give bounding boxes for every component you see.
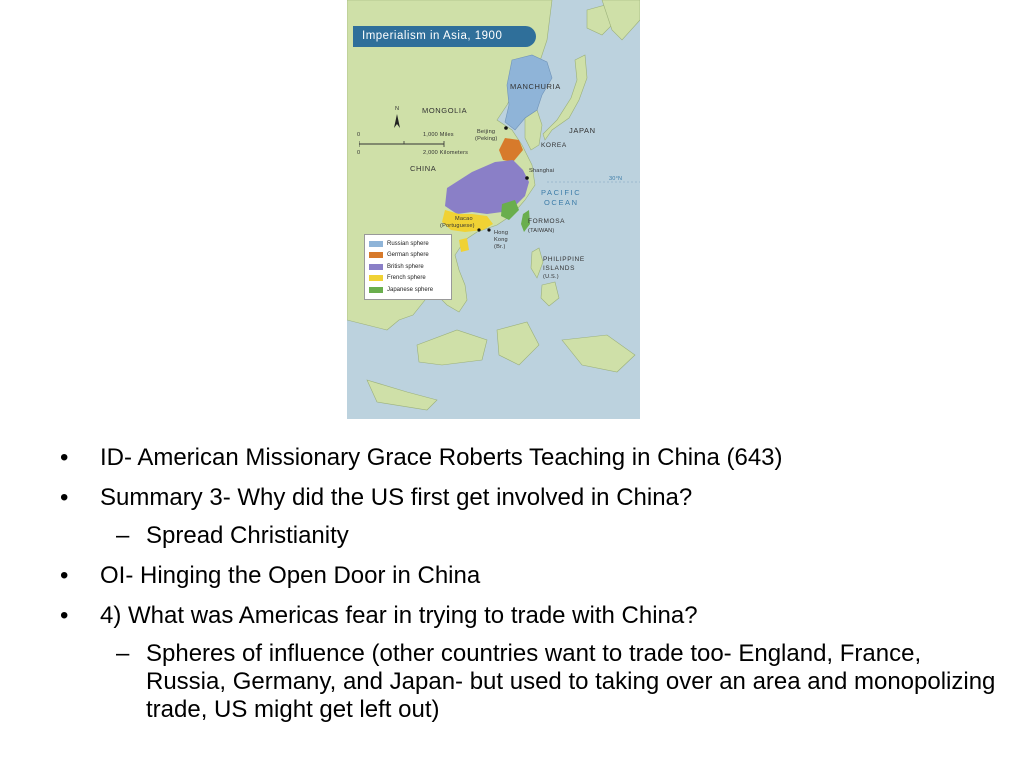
label-korea: KOREA <box>541 142 567 149</box>
legend-swatch <box>369 264 383 270</box>
label-mongolia: MONGOLIA <box>422 106 468 115</box>
label-formosa: FORMOSA <box>528 218 566 225</box>
legend-item <box>369 273 447 285</box>
map-legend <box>364 234 452 300</box>
map-title: Imperialism in Asia, 1900 <box>353 26 536 47</box>
legend-item <box>369 284 447 296</box>
legend-label: German sphere <box>387 252 429 259</box>
bullet-text: Spheres of influence (other countries want to trade too- England, France, Russia, Germany, and Japan- but used to taking over an area and monopolizing trade, US might get left out) <box>146 640 996 723</box>
label-beijing: Beijing <box>477 129 496 135</box>
label-british-hk: (Br.) <box>494 244 506 250</box>
legend-label: Japanese sphere <box>387 286 434 293</box>
dash-marker: – <box>116 640 130 667</box>
map-graphic <box>347 0 640 419</box>
label-philippine: PHILIPPINE <box>543 256 585 263</box>
bullet-list <box>60 444 1000 736</box>
compass-label: N <box>395 106 400 112</box>
label-pacific: PACIFIC <box>541 188 582 197</box>
list-item <box>60 484 1000 512</box>
legend-label: British sphere <box>387 263 424 270</box>
label-portuguese: (Portuguese) <box>440 223 475 229</box>
label-latitude: 30°N <box>609 176 623 182</box>
label-japan: JAPAN <box>569 126 596 135</box>
scale-km: 2,000 Kilometers <box>423 150 469 156</box>
label-hong: Hong <box>494 230 509 236</box>
map-scale <box>357 130 469 160</box>
legend-swatch <box>369 252 383 258</box>
legend-label: Russian sphere <box>387 240 429 247</box>
sub-list-item <box>60 640 1000 724</box>
legend-swatch <box>369 287 383 293</box>
bullet-text: ID- American Missionary Grace Roberts Teaching in China (643) <box>100 444 783 471</box>
bullet-marker: • <box>60 484 69 511</box>
legend-swatch <box>369 275 383 281</box>
list-item <box>60 444 1000 472</box>
scale-miles: 1,000 Miles <box>423 132 454 138</box>
bullet-text: Spread Christianity <box>146 522 349 549</box>
bullet-marker: • <box>60 562 69 589</box>
bullet-marker: • <box>60 444 69 471</box>
label-china: CHINA <box>410 164 437 173</box>
bullet-marker: • <box>60 602 69 629</box>
label-taiwan: (TAIWAN) <box>528 228 555 234</box>
bullet-text: OI- Hinging the Open Door in China <box>100 562 481 589</box>
label-macao: Macao <box>455 216 473 222</box>
dash-marker: – <box>116 522 130 549</box>
compass-north-icon <box>392 108 402 130</box>
label-us: (U.S.) <box>543 274 559 280</box>
bullet-text: 4) What was Americas fear in trying to trade with China? <box>100 602 698 629</box>
list-item <box>60 562 1000 590</box>
legend-swatch <box>369 241 383 247</box>
legend-item <box>369 250 447 262</box>
scale-zero-km: 0 <box>357 150 361 156</box>
list-item <box>60 602 1000 630</box>
label-ocean: OCEAN <box>544 198 579 207</box>
legend-item <box>369 238 447 250</box>
label-kong: Kong <box>494 237 508 243</box>
bullet-text: Summary 3- Why did the US first get involved in China? <box>100 484 693 511</box>
sub-list-item <box>60 522 1000 550</box>
label-peking: (Peking) <box>475 136 498 142</box>
legend-label: French sphere <box>387 275 426 282</box>
label-manchuria: MANCHURIA <box>510 82 561 91</box>
imperialism-map <box>347 0 640 419</box>
label-islands: ISLANDS <box>543 265 576 272</box>
legend-item <box>369 261 447 273</box>
scale-zero-miles: 0 <box>357 132 361 138</box>
label-shanghai: Shanghai <box>529 168 555 174</box>
